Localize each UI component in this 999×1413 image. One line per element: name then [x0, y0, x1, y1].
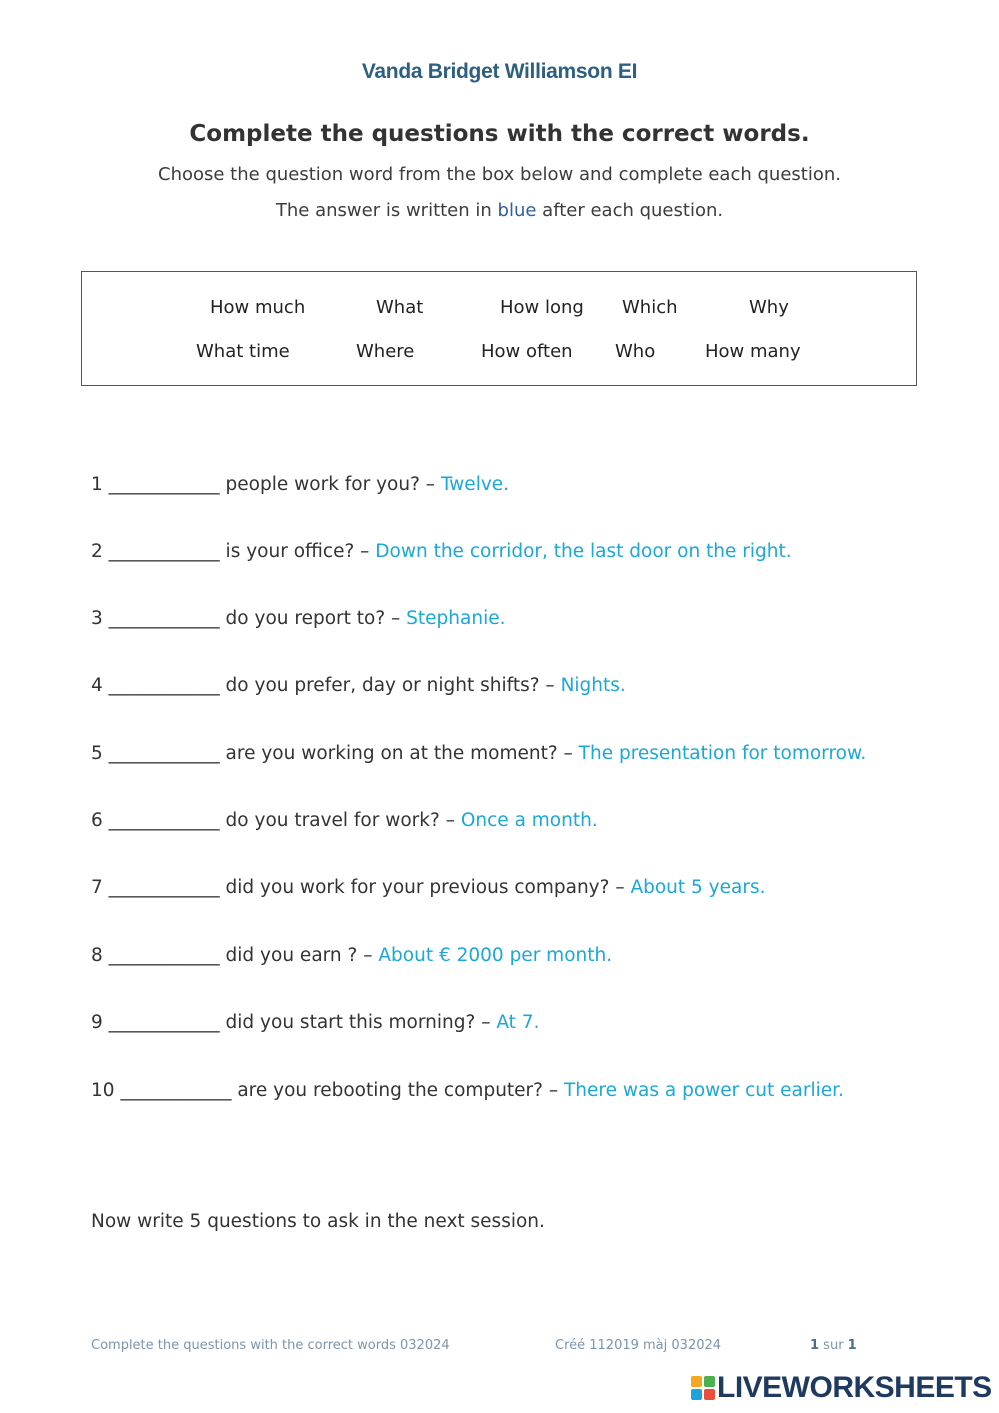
word-who: Who: [615, 341, 656, 362]
question-text: did you earn ? –: [219, 945, 379, 966]
question-text: is your office? –: [219, 541, 376, 562]
answer-text: Stephanie.: [406, 608, 506, 629]
word-how-often: How often: [481, 341, 573, 362]
answer-blank: ____________: [120, 1080, 232, 1101]
question-number: 10: [91, 1080, 115, 1101]
word-how-long: How long: [500, 297, 584, 318]
question-text: are you rebooting the computer? –: [231, 1080, 564, 1101]
question-7: [91, 877, 765, 898]
page-current: 1: [810, 1338, 820, 1353]
question-6: [91, 810, 598, 831]
question-1: [91, 474, 509, 495]
footer-dates: Créé 112019 màj 032024: [555, 1338, 722, 1353]
answer-text: Once a month.: [460, 810, 598, 831]
question-text: are you working on at the moment? –: [219, 743, 579, 764]
answer-text: Nights.: [560, 675, 626, 696]
question-number: 3: [91, 608, 103, 629]
worksheet-title: Complete the questions with the correct words.: [189, 121, 810, 147]
answer-blank: ____________: [108, 743, 220, 764]
question-9: [91, 1012, 539, 1033]
question-number: 4: [91, 675, 103, 696]
word-box: [81, 271, 917, 386]
word-which: Which: [622, 297, 678, 318]
closing-instruction: Now write 5 questions to ask in the next session.: [91, 1211, 545, 1232]
instruction-line-1: Choose the question word from the box below and complete each question.: [158, 164, 841, 185]
answer-blank: ____________: [108, 810, 220, 831]
instruction-2-pre: The answer is written in: [275, 200, 498, 221]
question-number: 9: [91, 1012, 103, 1033]
footer-title: Complete the questions with the correct words 032024: [91, 1338, 450, 1353]
question-number: 6: [91, 810, 103, 831]
answer-text: At 7.: [496, 1012, 540, 1033]
answer-text: There was a power cut earlier.: [564, 1080, 844, 1101]
answer-blank: ____________: [108, 608, 220, 629]
question-text: did you work for your previous company? –: [219, 877, 631, 898]
answer-blank: ____________: [108, 474, 220, 495]
question-text: do you travel for work? –: [219, 810, 461, 831]
question-text: did you start this morning? –: [219, 1012, 497, 1033]
question-3: [91, 608, 505, 629]
word-how-much: How much: [210, 297, 306, 318]
answer-text: About € 2000 per month.: [378, 945, 613, 966]
word-what-time: What time: [196, 341, 290, 362]
instruction-line-2: [0, 200, 999, 221]
question-number: 5: [91, 743, 103, 764]
instruction-2-blue-word: blue: [497, 200, 537, 221]
word-how-many: How many: [705, 341, 801, 362]
page-separator: sur: [819, 1338, 848, 1353]
question-number: 8: [91, 945, 103, 966]
question-number: 2: [91, 541, 103, 562]
page-total: 1: [847, 1338, 857, 1353]
author-name: Vanda Bridget Williamson EI: [361, 60, 638, 83]
answer-text: About 5 years.: [630, 877, 766, 898]
question-2: [91, 541, 792, 562]
answer-text: The presentation for tomorrow.: [578, 743, 867, 764]
answer-text: Twelve.: [440, 474, 510, 495]
question-number: 7: [91, 877, 103, 898]
question-number: 1: [91, 474, 103, 495]
answer-blank: ____________: [108, 945, 220, 966]
answer-blank: ____________: [108, 1012, 220, 1033]
answer-blank: ____________: [108, 541, 220, 562]
logo-text: LIVEWORKSHEETS: [717, 1371, 992, 1404]
question-4: [91, 675, 626, 696]
question-5: [91, 743, 866, 764]
question-10: [91, 1080, 844, 1101]
word-why: Why: [749, 297, 789, 318]
instruction-2-post: after each question.: [536, 200, 724, 221]
answer-blank: ____________: [108, 675, 220, 696]
question-text: people work for you? –: [219, 474, 441, 495]
answer-blank: ____________: [108, 877, 220, 898]
question-text: do you prefer, day or night shifts? –: [219, 675, 561, 696]
word-where: Where: [356, 341, 415, 362]
question-8: [91, 945, 612, 966]
word-what: What: [376, 297, 424, 318]
question-text: do you report to? –: [219, 608, 407, 629]
answer-text: Down the corridor, the last door on the right.: [375, 541, 792, 562]
footer-page-number: [810, 1338, 857, 1353]
logo-squares-icon: [691, 1376, 715, 1400]
